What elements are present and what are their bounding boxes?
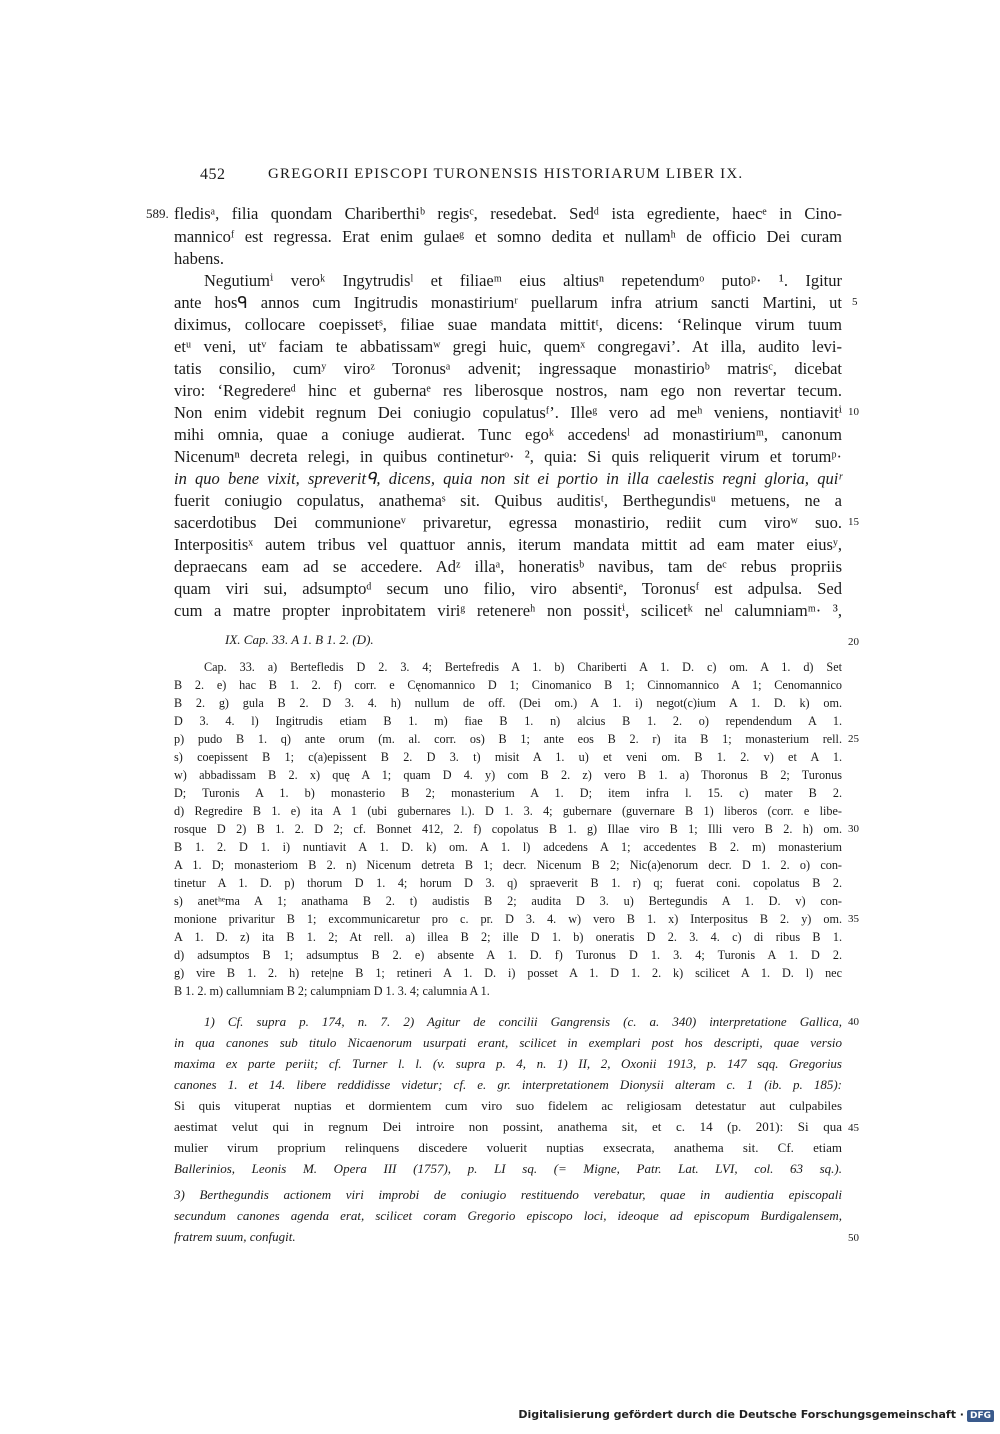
apparatus-line: s) anetʰᵉma A 1; anathama B 2. t) audistis B 2; audita D 3. u) Bertegundis A 1. D. v) con- bbox=[174, 894, 842, 908]
main-text-line: Interpositisˣ autem tribus vel quattuor annis, iterum mandata mittit ad eam mater eiusʸ, bbox=[174, 535, 842, 554]
note-line: secundum canones agenda erat, scilicet coram Gregorio episcopo loci, ideoque ad episcopum Burdigalensem, bbox=[174, 1208, 842, 1223]
main-text-line: etᵘ veni, utᵛ faciam te abbatissamʷ gregi huic, quemˣ congregavi’. At illa, audito levi- bbox=[174, 337, 842, 356]
apparatus-line: A 1. D. z) ita B 1. 2; At rell. a) illea B 2; ille D 1. b) oneratis D 2. 3. 4. c) di ribus B 1. bbox=[174, 930, 842, 944]
note-line: Si quis vituperat nuptias et dormientem cum viro suo fidelem ac religiosam detestatur aut culpabiles bbox=[174, 1098, 842, 1113]
apparatus-line: B 2. e) hac B 1. 2. f) corr. e Cęnomannico D 1; Cinomanico B 1; Cinnomannico A 1; Cenomannico bbox=[174, 678, 842, 692]
main-text-line: depraecans eam ad se accedere. Adᶻ illaᵃ, honeratisᵇ navibus, tam deᶜ rebus propriis bbox=[174, 557, 842, 576]
main-text-line: sacerdotibus Dei communioneᵛ privaretur, egressa monastirio, rediit cum viroʷ suo. bbox=[174, 513, 842, 532]
main-text-line: Nicenumⁿ decreta relegi, in quibus contineturᵒ· ², quia: Si quis reliquerit virum et torumᵖ· bbox=[174, 447, 842, 466]
line-number: 20 bbox=[848, 636, 859, 648]
line-number: 15 bbox=[848, 516, 859, 528]
apparatus-line: A 1. D; monasteriom B 2. n) Nicenum detreta B 1; decr. Nicenum B 2; Nic(a)enorum decr. D 1. 2. o) con- bbox=[174, 858, 842, 872]
main-text-line: tatis consilio, cumʸ viroᶻ Toronusᵃ advenit; ingressaque monastirioᵇ matrisᶜ, dicebat bbox=[174, 359, 842, 378]
page-number: 452 bbox=[200, 166, 226, 183]
apparatus-line: w) abbadissam B 2. x) quę A 1; quam D 4. y) com B 2. z) vero B 1. a) Thoronus B 2; Turonus bbox=[174, 768, 842, 782]
note-line: mulier virum proprium relinquens discedere voluerit nuptias exsecrata, anathema sit. Cf. etiam bbox=[174, 1140, 842, 1155]
note-line: in qua canones sub titulo Nicaenorum usurpati erant, scilicet in exemplari post hos descripti, quae versio bbox=[174, 1035, 842, 1050]
apparatus-line: B 1. 2. m) callumniam B 2; calumpniam D 1. 3. 4; calumnia A 1. bbox=[174, 984, 490, 998]
apparatus-line: Cap. 33. a) Bertefledis D 2. 3. 4; Bertefredis A 1. b) Chariberti A 1. D. c) om. A 1. d) Set bbox=[204, 660, 842, 674]
margin-year: 589. bbox=[146, 206, 169, 221]
apparatus-line: D; Turonis A 1. b) monasterio B 2; monasterium A 1. D; item infra l. 15. c) mater B 2. bbox=[174, 786, 842, 800]
apparatus-line: d) Regredire B 1. e) ita A 1 (ubi gubernares l.). D 1. 3. 4; gubernare (guvernare B 1) liberos (corr. e libe- bbox=[174, 804, 842, 818]
main-text-line: Negutiumⁱ veroᵏ Ingytrudisˡ et filiaeᵐ eius altiusⁿ repetendumᵒ putoᵖ· ¹. Igitur bbox=[204, 271, 842, 290]
apparatus-line: B 1. 2. D 1. i) nuntiavit A 1. D. k) om. A 1. l) adcedens A 1; accedentes B 2. m) monasterium bbox=[174, 840, 842, 854]
apparatus-heading: IX. Cap. 33. A 1. B 1. 2. (D). bbox=[225, 632, 374, 647]
credit-text: Digitalisierung gefördert durch die Deutsche Forschungsgemeinschaft · bbox=[518, 1408, 964, 1421]
apparatus-line: tinetur A 1. D. p) thorum D 1. 4; horum D 3. q) spraeverit B 1. r) q; fuerat coni. copolatus B 2. bbox=[174, 876, 842, 890]
note-line: 3) Berthegundis actionem viri improbi de coniugio restituendo verebatur, quae in audientia episcopali bbox=[174, 1187, 842, 1202]
dfg-logo: DFG bbox=[967, 1410, 994, 1422]
digitization-credit bbox=[518, 1408, 994, 1422]
main-text-line: fledisᵃ, filia quondam Chariberthiᵇ regisᶜ, resedebat. Sedᵈ ista egrediente, haecᵉ in Cino- bbox=[174, 204, 842, 223]
main-text-line: habens. bbox=[174, 249, 224, 268]
apparatus-line: rosque D 2) B 1. 2. D 2; cf. Bonnet 412, 2. f) copolatus B 1. g) Illae viro B 1; Illi vero B 2. h) om. bbox=[174, 822, 842, 836]
note-line: 1) Cf. supra p. 174, n. 7. 2) Agitur de concilii Gangrensis (c. a. 340) interpretatione Gallica, bbox=[204, 1014, 842, 1029]
note-line: canones 1. et 14. libere reddidisse videtur; cf. e. gr. interpretationem Dionysii alteram c. 1 (ib. p. 185): bbox=[174, 1077, 842, 1092]
main-text-line: mihi omnia, quae a coniuge audierat. Tunc egoᵏ accedensˡ ad monastiriumᵐ, canonum bbox=[174, 425, 842, 444]
main-text-line: quam viri sui, adsumptoᵈ secum uno filio, viro absentiᵉ, Toronusᶠ est adpulsa. Sed bbox=[174, 579, 842, 598]
line-number: 30 bbox=[848, 823, 859, 835]
line-number: 50 bbox=[848, 1232, 859, 1244]
note-line: maxima ex parte periit; cf. Turner l. l. (v. supra p. 4, n. 1) II, 2, Oxonii 1913, p. 147 sqq. Gregorius bbox=[174, 1056, 842, 1071]
apparatus-line: d) adsumptos B 1; adsumptus B 2. e) absente A 1. D. f) Turonus D 1. 3. 4; Turonis A 1. D 2. bbox=[174, 948, 842, 962]
line-number: 45 bbox=[848, 1122, 859, 1134]
main-text-line: cum a matre propter inprobitatem viriᵍ retenereʰ non possitⁱ, scilicetᵏ neˡ calumniamᵐ· ³, bbox=[174, 601, 842, 620]
main-text-line: mannicoᶠ est regressa. Erat enim gulaeᵍ et somno dedita et nullamʰ de officio Dei curam bbox=[174, 227, 842, 246]
main-text-line: in quo bene vixit, spreveritᑫ, dicens, quia non sit ei portio in illa caelestis regni gloria, quiʳ bbox=[174, 469, 842, 488]
line-number: 25 bbox=[848, 733, 859, 745]
main-text-line: diximus, collocare coepissetˢ, filiae suae mandata mittitᵗ, dicens: ‘Relinque virum tuum bbox=[174, 315, 842, 334]
apparatus-line: D 3. 4. l) Ingitrudis etiam B 1. m) fiae B 1. n) alcius B 1. 2. o) rependendum A 1. bbox=[174, 714, 842, 728]
main-text-line: Non enim videbit regnum Dei coniugio copulatusᶠ’. Illeᵍ vero ad meʰ veniens, nontiavitⁱ bbox=[174, 403, 842, 422]
apparatus-line: monione privaritur B 1; excommunicaretur pro c. pr. D 3. 4. w) vero B 1. x) Interpositus B 2. y) om. bbox=[174, 912, 842, 926]
main-text-line: ante hosᑫ annos cum Ingitrudis monastiriumʳ puellarum infra atrium sancti Martini, ut bbox=[174, 293, 842, 312]
main-text-line: viro: ‘Regredereᵈ hinc et gubernaᵉ res liberosque nostros, nam ego non revertar tecum. bbox=[174, 381, 842, 400]
apparatus-line: g) vire B 1. 2. h) rete|ne B 1; retineri A 1. D. i) posset A 1. D 1. 2. k) scilicet A 1. D. l) nec bbox=[174, 966, 842, 980]
apparatus-line: s) coepissent B 1; c(a)epissent B 2. D 3. t) misit A 1. u) et veni om. B 1. 2. v) et A 1. bbox=[174, 750, 842, 764]
running-title: GREGORII EPISCOPI TURONENSIS HISTORIARUM LIBER IX. bbox=[268, 166, 744, 182]
apparatus-line: p) pudo B 1. q) ante orum (m. al. corr. os) B 1; ante eos B 2. r) ita B 1; monasterium rell. bbox=[174, 732, 842, 746]
note-line: fratrem suum, confugit. bbox=[174, 1229, 296, 1244]
line-number: 35 bbox=[848, 913, 859, 925]
note-line: Ballerinios, Leonis M. Opera III (1757), p. LI sq. (= Migne, Patr. Lat. LVI, col. 63 sq.). bbox=[174, 1161, 842, 1176]
note-line: aestimat velut qui in regnum Dei introire non possint, anathema sit, et c. 14 (p. 201): Si qua bbox=[174, 1119, 842, 1134]
line-number: 10 bbox=[848, 406, 859, 418]
apparatus-line: B 2. g) gula B 2. D 3. 4. h) nullum de off. (Dei om.) A 1. i) negot(c)ium A 1. D. k) om. bbox=[174, 696, 842, 710]
line-number: 40 bbox=[848, 1016, 859, 1028]
line-number: 5 bbox=[852, 296, 858, 308]
main-text-line: fuerit coniugio copulatus, anathemaˢ sit. Quibus auditisᵗ, Berthegundisᵘ metuens, ne a bbox=[174, 491, 842, 510]
